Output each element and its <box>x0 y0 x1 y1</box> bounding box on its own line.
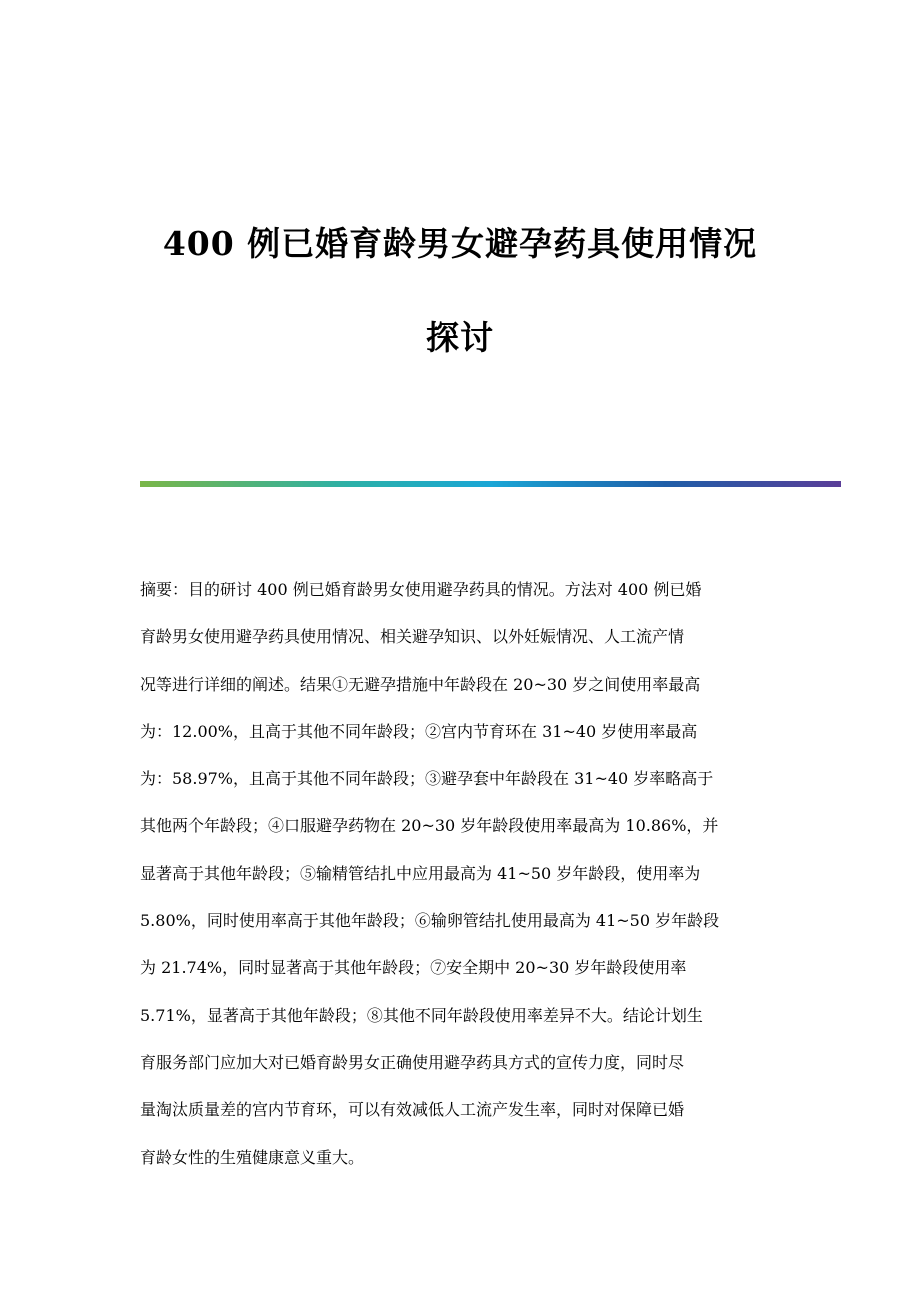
gradient-divider <box>140 481 841 487</box>
abstract-paragraph: 摘要：目的研讨 400 例已婚育龄男女使用避孕药具的情况。方法对 400 例已婚 育龄男女使用避孕药具使用情况、相关避孕知识、以外妊娠情况、人工流产情 况等进行详细的阐述。结果①无避孕措施中年龄段在 20~30 岁之间使用率最高 为：12.00%，且高于其他不同年龄段；②宫内节育环在 31~40 岁使用率最高 为：58.97%，且高于其他不同年龄段；③避孕套中年龄段在 31~40 岁率略高于 其他两个年龄段；④口服避孕药物在 20~30 岁年龄段使用率最高为 10.86%，并 显著高于其他年龄段；⑤输精管结扎中应用最高为 41~50 岁年龄段，使用率为 5.80%，同时使用率高于其他年龄段；⑥输卵管结扎使用最高为 41~50 岁年龄段 为 21.74%，同时显著高于其他年龄段；⑦安全期中 20~30 岁年龄段使用率 5.71%，显著高于其他年龄段；⑧其他不同年龄段使用率差异不大。结论计划生 育服务部门应加大对已婚育龄男女正确使用避孕药具方式的宣传力度，同时尽 量淘汰质量差的宫内节育环，可以有效减低人工流产发生率，同时对保障已婚 育龄女性的生殖健康意义重大。 <box>140 580 720 1167</box>
document-title-line-2: 探讨 <box>426 318 494 357</box>
document-title-line-1: 400 例已婚育龄男女避孕药具使用情况 <box>162 224 758 263</box>
